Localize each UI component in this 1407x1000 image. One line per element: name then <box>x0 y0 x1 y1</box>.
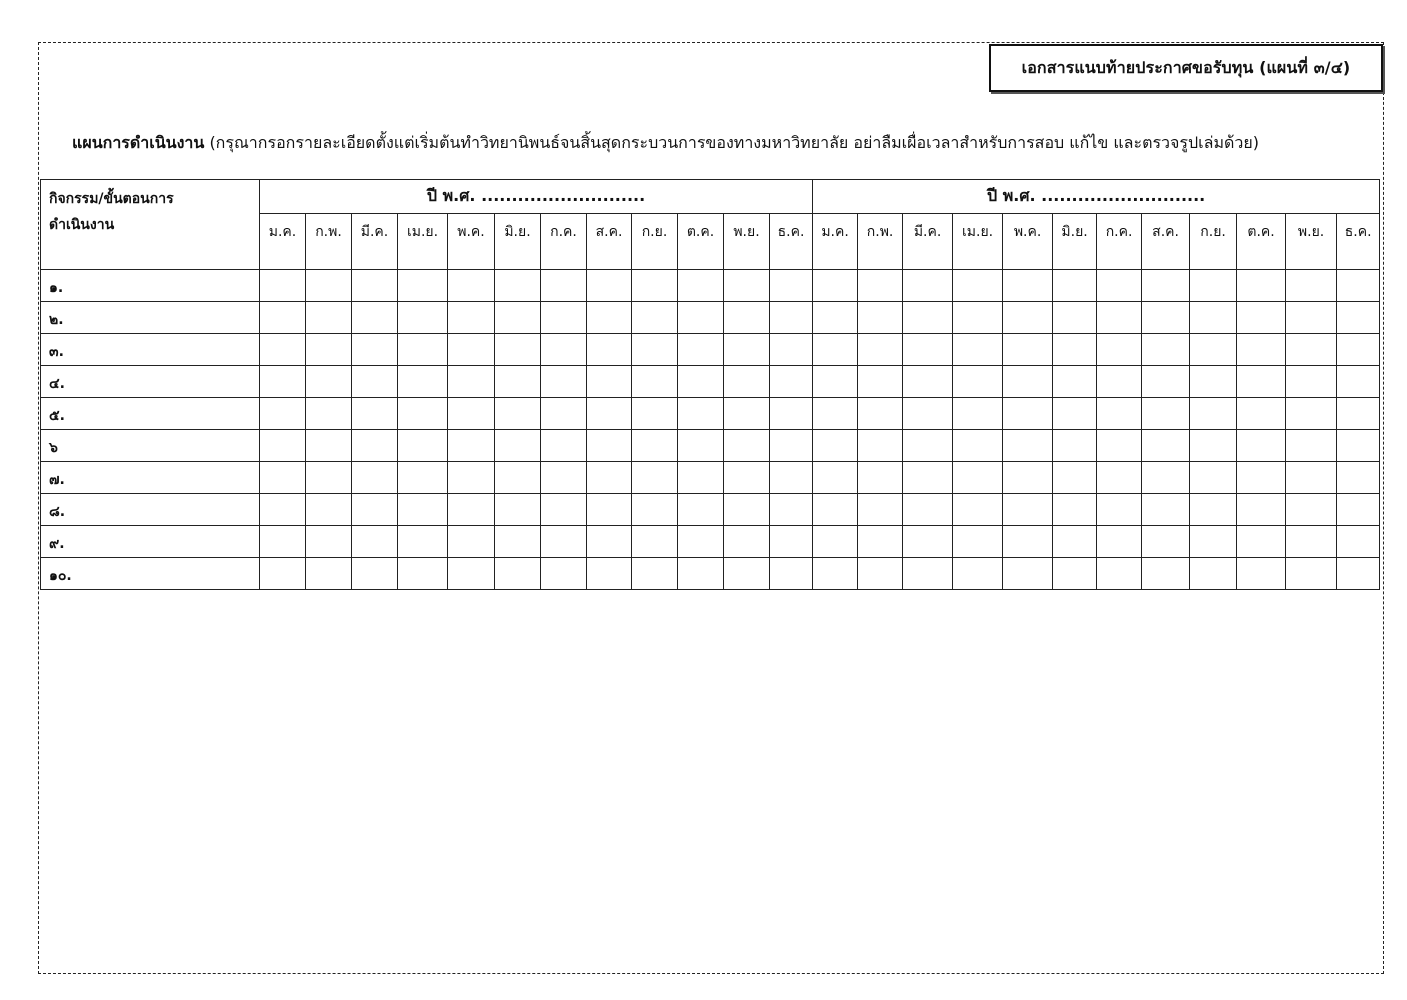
schedule-cell[interactable] <box>260 334 306 366</box>
schedule-cell[interactable] <box>1337 526 1380 558</box>
schedule-cell[interactable] <box>1142 558 1190 590</box>
schedule-cell[interactable] <box>1190 366 1237 398</box>
schedule-cell[interactable] <box>448 302 495 334</box>
schedule-cell[interactable] <box>678 366 724 398</box>
schedule-cell[interactable] <box>1286 430 1337 462</box>
schedule-cell[interactable] <box>813 270 858 302</box>
year-header-row <box>41 180 1380 214</box>
schedule-cell[interactable] <box>448 494 495 526</box>
month-header: ก.พ. <box>858 214 903 270</box>
schedule-cell[interactable] <box>1190 302 1237 334</box>
schedule-cell[interactable] <box>541 462 587 494</box>
month-header: พ.ย. <box>1286 214 1337 270</box>
schedule-cell[interactable] <box>678 526 724 558</box>
schedule-cell[interactable] <box>1190 430 1237 462</box>
activity-row <box>41 526 1380 558</box>
month-header: เม.ย. <box>953 214 1003 270</box>
plan-heading <box>72 132 1372 154</box>
schedule-cell[interactable] <box>903 270 953 302</box>
plan-table <box>40 179 1380 590</box>
schedule-cell[interactable] <box>260 526 306 558</box>
schedule-cell[interactable] <box>903 526 953 558</box>
schedule-cell[interactable] <box>770 366 813 398</box>
schedule-cell[interactable] <box>813 366 858 398</box>
month-header: มิ.ย. <box>1053 214 1097 270</box>
activity-row <box>41 398 1380 430</box>
schedule-cell[interactable] <box>813 302 858 334</box>
schedule-cell[interactable] <box>495 430 541 462</box>
schedule-cell[interactable] <box>398 526 448 558</box>
schedule-cell[interactable] <box>1337 430 1380 462</box>
schedule-cell[interactable] <box>770 334 813 366</box>
schedule-cell[interactable] <box>1142 462 1190 494</box>
schedule-cell[interactable] <box>1053 526 1097 558</box>
month-header: ส.ค. <box>1142 214 1190 270</box>
schedule-cell[interactable] <box>398 302 448 334</box>
schedule-cell[interactable] <box>448 366 495 398</box>
schedule-cell[interactable] <box>260 494 306 526</box>
schedule-cell[interactable] <box>1337 558 1380 590</box>
schedule-cell[interactable] <box>724 462 770 494</box>
schedule-cell[interactable] <box>1003 430 1053 462</box>
schedule-cell[interactable] <box>306 558 352 590</box>
schedule-cell[interactable] <box>1053 334 1097 366</box>
schedule-cell[interactable] <box>541 270 587 302</box>
schedule-cell[interactable] <box>352 558 398 590</box>
schedule-cell[interactable] <box>306 334 352 366</box>
schedule-cell[interactable] <box>1190 270 1237 302</box>
schedule-cell[interactable] <box>813 430 858 462</box>
schedule-cell[interactable] <box>813 526 858 558</box>
schedule-cell[interactable] <box>541 526 587 558</box>
month-header: มี.ค. <box>903 214 953 270</box>
schedule-cell[interactable] <box>1190 526 1237 558</box>
schedule-cell[interactable] <box>541 398 587 430</box>
schedule-cell[interactable] <box>1003 366 1053 398</box>
schedule-cell[interactable] <box>858 302 903 334</box>
schedule-cell[interactable] <box>1337 270 1380 302</box>
schedule-cell[interactable] <box>587 270 632 302</box>
schedule-cell[interactable] <box>953 270 1003 302</box>
month-header: ม.ค. <box>813 214 858 270</box>
month-header: ก.ค. <box>541 214 587 270</box>
schedule-cell[interactable] <box>1003 398 1053 430</box>
schedule-cell[interactable] <box>632 366 678 398</box>
schedule-cell[interactable] <box>1142 366 1190 398</box>
schedule-cell[interactable] <box>953 430 1003 462</box>
activity-row <box>41 558 1380 590</box>
activity-header-line1: กิจกรรม/ขั้นตอนการ <box>49 191 174 207</box>
schedule-cell[interactable] <box>1286 526 1337 558</box>
schedule-cell[interactable] <box>1142 398 1190 430</box>
month-header: มิ.ย. <box>495 214 541 270</box>
schedule-cell[interactable] <box>953 334 1003 366</box>
month-header: ธ.ค. <box>770 214 813 270</box>
schedule-cell[interactable] <box>1237 398 1286 430</box>
schedule-cell[interactable] <box>398 366 448 398</box>
schedule-cell[interactable] <box>1053 558 1097 590</box>
schedule-cell[interactable] <box>858 366 903 398</box>
month-header: พ.ค. <box>1003 214 1053 270</box>
schedule-cell[interactable] <box>260 366 306 398</box>
schedule-cell[interactable] <box>1237 270 1286 302</box>
schedule-cell[interactable] <box>678 398 724 430</box>
schedule-cell[interactable] <box>1097 558 1142 590</box>
schedule-cell[interactable] <box>1053 366 1097 398</box>
activity-row-number[interactable]: ๘. <box>41 494 260 526</box>
schedule-cell[interactable] <box>260 462 306 494</box>
schedule-cell[interactable] <box>306 398 352 430</box>
schedule-cell[interactable] <box>1237 366 1286 398</box>
month-header: พ.ค. <box>448 214 495 270</box>
schedule-cell[interactable] <box>953 558 1003 590</box>
schedule-cell[interactable] <box>813 558 858 590</box>
schedule-cell[interactable] <box>813 462 858 494</box>
schedule-cell[interactable] <box>724 366 770 398</box>
schedule-cell[interactable] <box>1286 494 1337 526</box>
schedule-cell[interactable] <box>1097 398 1142 430</box>
schedule-cell[interactable] <box>1286 398 1337 430</box>
schedule-cell[interactable] <box>1097 270 1142 302</box>
schedule-cell[interactable] <box>398 334 448 366</box>
schedule-cell[interactable] <box>1097 494 1142 526</box>
schedule-cell[interactable] <box>1053 494 1097 526</box>
schedule-cell[interactable] <box>1053 398 1097 430</box>
schedule-cell[interactable] <box>1097 302 1142 334</box>
schedule-cell[interactable] <box>632 430 678 462</box>
schedule-cell[interactable] <box>587 494 632 526</box>
schedule-cell[interactable] <box>398 494 448 526</box>
schedule-cell[interactable] <box>858 526 903 558</box>
schedule-cell[interactable] <box>632 398 678 430</box>
schedule-cell[interactable] <box>495 302 541 334</box>
schedule-cell[interactable] <box>903 430 953 462</box>
schedule-cell[interactable] <box>953 398 1003 430</box>
schedule-cell[interactable] <box>1237 430 1286 462</box>
activity-row <box>41 302 1380 334</box>
schedule-cell[interactable] <box>448 526 495 558</box>
activity-row <box>41 334 1380 366</box>
schedule-cell[interactable] <box>306 462 352 494</box>
schedule-cell[interactable] <box>260 398 306 430</box>
month-header: เม.ย. <box>398 214 448 270</box>
schedule-cell[interactable] <box>724 334 770 366</box>
schedule-cell[interactable] <box>678 334 724 366</box>
activity-row-number[interactable]: ๒. <box>41 302 260 334</box>
schedule-cell[interactable] <box>352 302 398 334</box>
schedule-cell[interactable] <box>1286 558 1337 590</box>
schedule-cell[interactable] <box>306 366 352 398</box>
schedule-cell[interactable] <box>587 334 632 366</box>
schedule-cell[interactable] <box>1337 366 1380 398</box>
schedule-cell[interactable] <box>1286 270 1337 302</box>
schedule-cell[interactable] <box>260 270 306 302</box>
schedule-cell[interactable] <box>541 366 587 398</box>
schedule-cell[interactable] <box>1237 526 1286 558</box>
month-header: มี.ค. <box>352 214 398 270</box>
schedule-cell[interactable] <box>306 494 352 526</box>
schedule-cell[interactable] <box>1142 494 1190 526</box>
schedule-cell[interactable] <box>724 494 770 526</box>
activity-row-number[interactable]: ๔. <box>41 366 260 398</box>
schedule-cell[interactable] <box>632 558 678 590</box>
activity-header-line2: ดำเนินงาน <box>49 217 115 233</box>
schedule-cell[interactable] <box>260 430 306 462</box>
schedule-cell[interactable] <box>1237 494 1286 526</box>
schedule-cell[interactable] <box>352 430 398 462</box>
month-header: ต.ค. <box>678 214 724 270</box>
schedule-cell[interactable] <box>813 398 858 430</box>
schedule-cell[interactable] <box>1286 334 1337 366</box>
month-header: ม.ค. <box>260 214 306 270</box>
schedule-cell[interactable] <box>953 494 1003 526</box>
schedule-cell[interactable] <box>260 302 306 334</box>
schedule-cell[interactable] <box>587 462 632 494</box>
schedule-cell[interactable] <box>1003 494 1053 526</box>
month-header: ก.ย. <box>632 214 678 270</box>
year-header-1: ปี พ.ศ. ........................... <box>260 180 813 214</box>
activity-row-number[interactable]: ๕. <box>41 398 260 430</box>
schedule-cell[interactable] <box>953 462 1003 494</box>
schedule-cell[interactable] <box>1053 430 1097 462</box>
schedule-cell[interactable] <box>587 302 632 334</box>
month-header: พ.ย. <box>724 214 770 270</box>
schedule-cell[interactable] <box>1286 462 1337 494</box>
schedule-cell[interactable] <box>770 462 813 494</box>
schedule-cell[interactable] <box>541 334 587 366</box>
schedule-cell[interactable] <box>1003 334 1053 366</box>
activity-row-number[interactable]: ๑. <box>41 270 260 302</box>
schedule-cell[interactable] <box>352 398 398 430</box>
schedule-cell[interactable] <box>1237 302 1286 334</box>
schedule-cell[interactable] <box>770 430 813 462</box>
schedule-cell[interactable] <box>541 302 587 334</box>
schedule-cell[interactable] <box>678 462 724 494</box>
activity-row-number[interactable]: ๖ <box>41 430 260 462</box>
schedule-cell[interactable] <box>495 366 541 398</box>
schedule-cell[interactable] <box>541 494 587 526</box>
schedule-cell[interactable] <box>352 366 398 398</box>
schedule-cell[interactable] <box>724 430 770 462</box>
schedule-cell[interactable] <box>1286 302 1337 334</box>
schedule-cell[interactable] <box>352 334 398 366</box>
schedule-cell[interactable] <box>306 430 352 462</box>
activity-row <box>41 494 1380 526</box>
schedule-cell[interactable] <box>903 494 953 526</box>
schedule-cell[interactable] <box>587 526 632 558</box>
schedule-cell[interactable] <box>398 398 448 430</box>
schedule-cell[interactable] <box>903 302 953 334</box>
schedule-cell[interactable] <box>1142 430 1190 462</box>
schedule-cell[interactable] <box>587 558 632 590</box>
schedule-cell[interactable] <box>306 270 352 302</box>
schedule-cell[interactable] <box>495 526 541 558</box>
schedule-cell[interactable] <box>1003 270 1053 302</box>
schedule-cell[interactable] <box>1190 398 1237 430</box>
month-header: ก.ค. <box>1097 214 1142 270</box>
schedule-cell[interactable] <box>1053 302 1097 334</box>
activity-row <box>41 430 1380 462</box>
schedule-cell[interactable] <box>352 270 398 302</box>
schedule-cell[interactable] <box>632 526 678 558</box>
schedule-cell[interactable] <box>587 398 632 430</box>
schedule-cell[interactable] <box>903 558 953 590</box>
schedule-cell[interactable] <box>1190 558 1237 590</box>
schedule-cell[interactable] <box>724 558 770 590</box>
schedule-cell[interactable] <box>352 526 398 558</box>
document-label: เอกสารแนบท้ายประกาศขอรับทุน (แผนที่ ๓/๔) <box>989 44 1383 92</box>
activity-row <box>41 462 1380 494</box>
schedule-cell[interactable] <box>632 270 678 302</box>
schedule-cell[interactable] <box>495 494 541 526</box>
schedule-cell[interactable] <box>448 462 495 494</box>
schedule-cell[interactable] <box>632 302 678 334</box>
schedule-cell[interactable] <box>770 270 813 302</box>
schedule-cell[interactable] <box>1003 558 1053 590</box>
schedule-cell[interactable] <box>724 270 770 302</box>
schedule-cell[interactable] <box>632 462 678 494</box>
schedule-cell[interactable] <box>1142 334 1190 366</box>
schedule-cell[interactable] <box>495 462 541 494</box>
schedule-cell[interactable] <box>352 494 398 526</box>
schedule-cell[interactable] <box>678 494 724 526</box>
schedule-cell[interactable] <box>813 494 858 526</box>
month-header: ต.ค. <box>1237 214 1286 270</box>
schedule-cell[interactable] <box>770 302 813 334</box>
schedule-cell[interactable] <box>306 526 352 558</box>
schedule-cell[interactable] <box>858 494 903 526</box>
schedule-cell[interactable] <box>448 334 495 366</box>
schedule-cell[interactable] <box>903 334 953 366</box>
month-header: ธ.ค. <box>1337 214 1380 270</box>
schedule-cell[interactable] <box>1097 334 1142 366</box>
plan-note: (กรุณากรอกรายละเอียดตั้งแต่เริ่มต้นทำวิทยานิพนธ์จนสิ้นสุดกระบวนการของทางมหาวิทยาลัย อย่าลืมเผื่อเวลาสำหรับการสอบ แก้ไข และตรวจรูปเล่มด้วย) <box>209 133 1259 152</box>
schedule-cell[interactable] <box>1097 430 1142 462</box>
schedule-cell[interactable] <box>858 270 903 302</box>
schedule-cell[interactable] <box>1003 462 1053 494</box>
schedule-cell[interactable] <box>858 558 903 590</box>
month-header: ก.พ. <box>306 214 352 270</box>
schedule-cell[interactable] <box>1190 494 1237 526</box>
schedule-cell[interactable] <box>678 302 724 334</box>
schedule-cell[interactable] <box>1237 462 1286 494</box>
activity-row-number[interactable]: ๗. <box>41 462 260 494</box>
schedule-cell[interactable] <box>724 302 770 334</box>
schedule-cell[interactable] <box>953 526 1003 558</box>
schedule-cell[interactable] <box>632 494 678 526</box>
schedule-cell[interactable] <box>858 462 903 494</box>
schedule-cell[interactable] <box>398 430 448 462</box>
schedule-cell[interactable] <box>1237 334 1286 366</box>
schedule-cell[interactable] <box>953 302 1003 334</box>
activity-row <box>41 270 1380 302</box>
schedule-cell[interactable] <box>678 430 724 462</box>
activity-row-number[interactable]: ๙. <box>41 526 260 558</box>
schedule-cell[interactable] <box>541 558 587 590</box>
activity-row-number[interactable]: ๑๐. <box>41 558 260 590</box>
schedule-cell[interactable] <box>1237 558 1286 590</box>
schedule-cell[interactable] <box>858 430 903 462</box>
month-header: ส.ค. <box>587 214 632 270</box>
schedule-cell[interactable] <box>1003 302 1053 334</box>
schedule-cell[interactable] <box>903 366 953 398</box>
schedule-cell[interactable] <box>1190 334 1237 366</box>
schedule-cell[interactable] <box>1142 302 1190 334</box>
plan-title: แผนการดำเนินงาน <box>72 133 205 152</box>
schedule-cell[interactable] <box>1337 398 1380 430</box>
schedule-cell[interactable] <box>724 526 770 558</box>
schedule-cell[interactable] <box>495 398 541 430</box>
schedule-cell[interactable] <box>398 462 448 494</box>
schedule-cell[interactable] <box>448 430 495 462</box>
schedule-cell[interactable] <box>448 558 495 590</box>
schedule-cell[interactable] <box>678 270 724 302</box>
schedule-cell[interactable] <box>1142 270 1190 302</box>
schedule-cell[interactable] <box>1337 462 1380 494</box>
schedule-cell[interactable] <box>724 398 770 430</box>
schedule-cell[interactable] <box>1097 462 1142 494</box>
schedule-cell[interactable] <box>398 558 448 590</box>
schedule-cell[interactable] <box>1190 462 1237 494</box>
schedule-cell[interactable] <box>770 494 813 526</box>
schedule-cell[interactable] <box>1053 462 1097 494</box>
activity-row <box>41 366 1380 398</box>
schedule-cell[interactable] <box>541 430 587 462</box>
schedule-cell[interactable] <box>903 398 953 430</box>
schedule-cell[interactable] <box>1337 494 1380 526</box>
schedule-cell[interactable] <box>770 526 813 558</box>
schedule-cell[interactable] <box>813 334 858 366</box>
schedule-cell[interactable] <box>587 430 632 462</box>
schedule-cell[interactable] <box>587 366 632 398</box>
schedule-cell[interactable] <box>1337 302 1380 334</box>
schedule-cell[interactable] <box>1097 366 1142 398</box>
schedule-cell[interactable] <box>678 558 724 590</box>
schedule-cell[interactable] <box>306 302 352 334</box>
schedule-cell[interactable] <box>495 270 541 302</box>
activity-column-header <box>41 180 260 270</box>
schedule-cell[interactable] <box>858 398 903 430</box>
schedule-cell[interactable] <box>953 366 1003 398</box>
schedule-cell[interactable] <box>352 462 398 494</box>
schedule-cell[interactable] <box>1053 270 1097 302</box>
activity-row-number[interactable]: ๓. <box>41 334 260 366</box>
schedule-cell[interactable] <box>1142 526 1190 558</box>
schedule-cell[interactable] <box>858 334 903 366</box>
schedule-cell[interactable] <box>398 270 448 302</box>
month-header: ก.ย. <box>1190 214 1237 270</box>
schedule-cell[interactable] <box>1003 526 1053 558</box>
year-header-2: ปี พ.ศ. ........................... <box>813 180 1380 214</box>
schedule-cell[interactable] <box>260 558 306 590</box>
schedule-cell[interactable] <box>770 398 813 430</box>
schedule-cell[interactable] <box>495 558 541 590</box>
schedule-cell[interactable] <box>632 334 678 366</box>
schedule-cell[interactable] <box>903 462 953 494</box>
schedule-cell[interactable] <box>448 270 495 302</box>
schedule-cell[interactable] <box>1097 526 1142 558</box>
schedule-cell[interactable] <box>448 398 495 430</box>
schedule-cell[interactable] <box>1286 366 1337 398</box>
schedule-cell[interactable] <box>495 334 541 366</box>
schedule-cell[interactable] <box>770 558 813 590</box>
schedule-cell[interactable] <box>1337 334 1380 366</box>
